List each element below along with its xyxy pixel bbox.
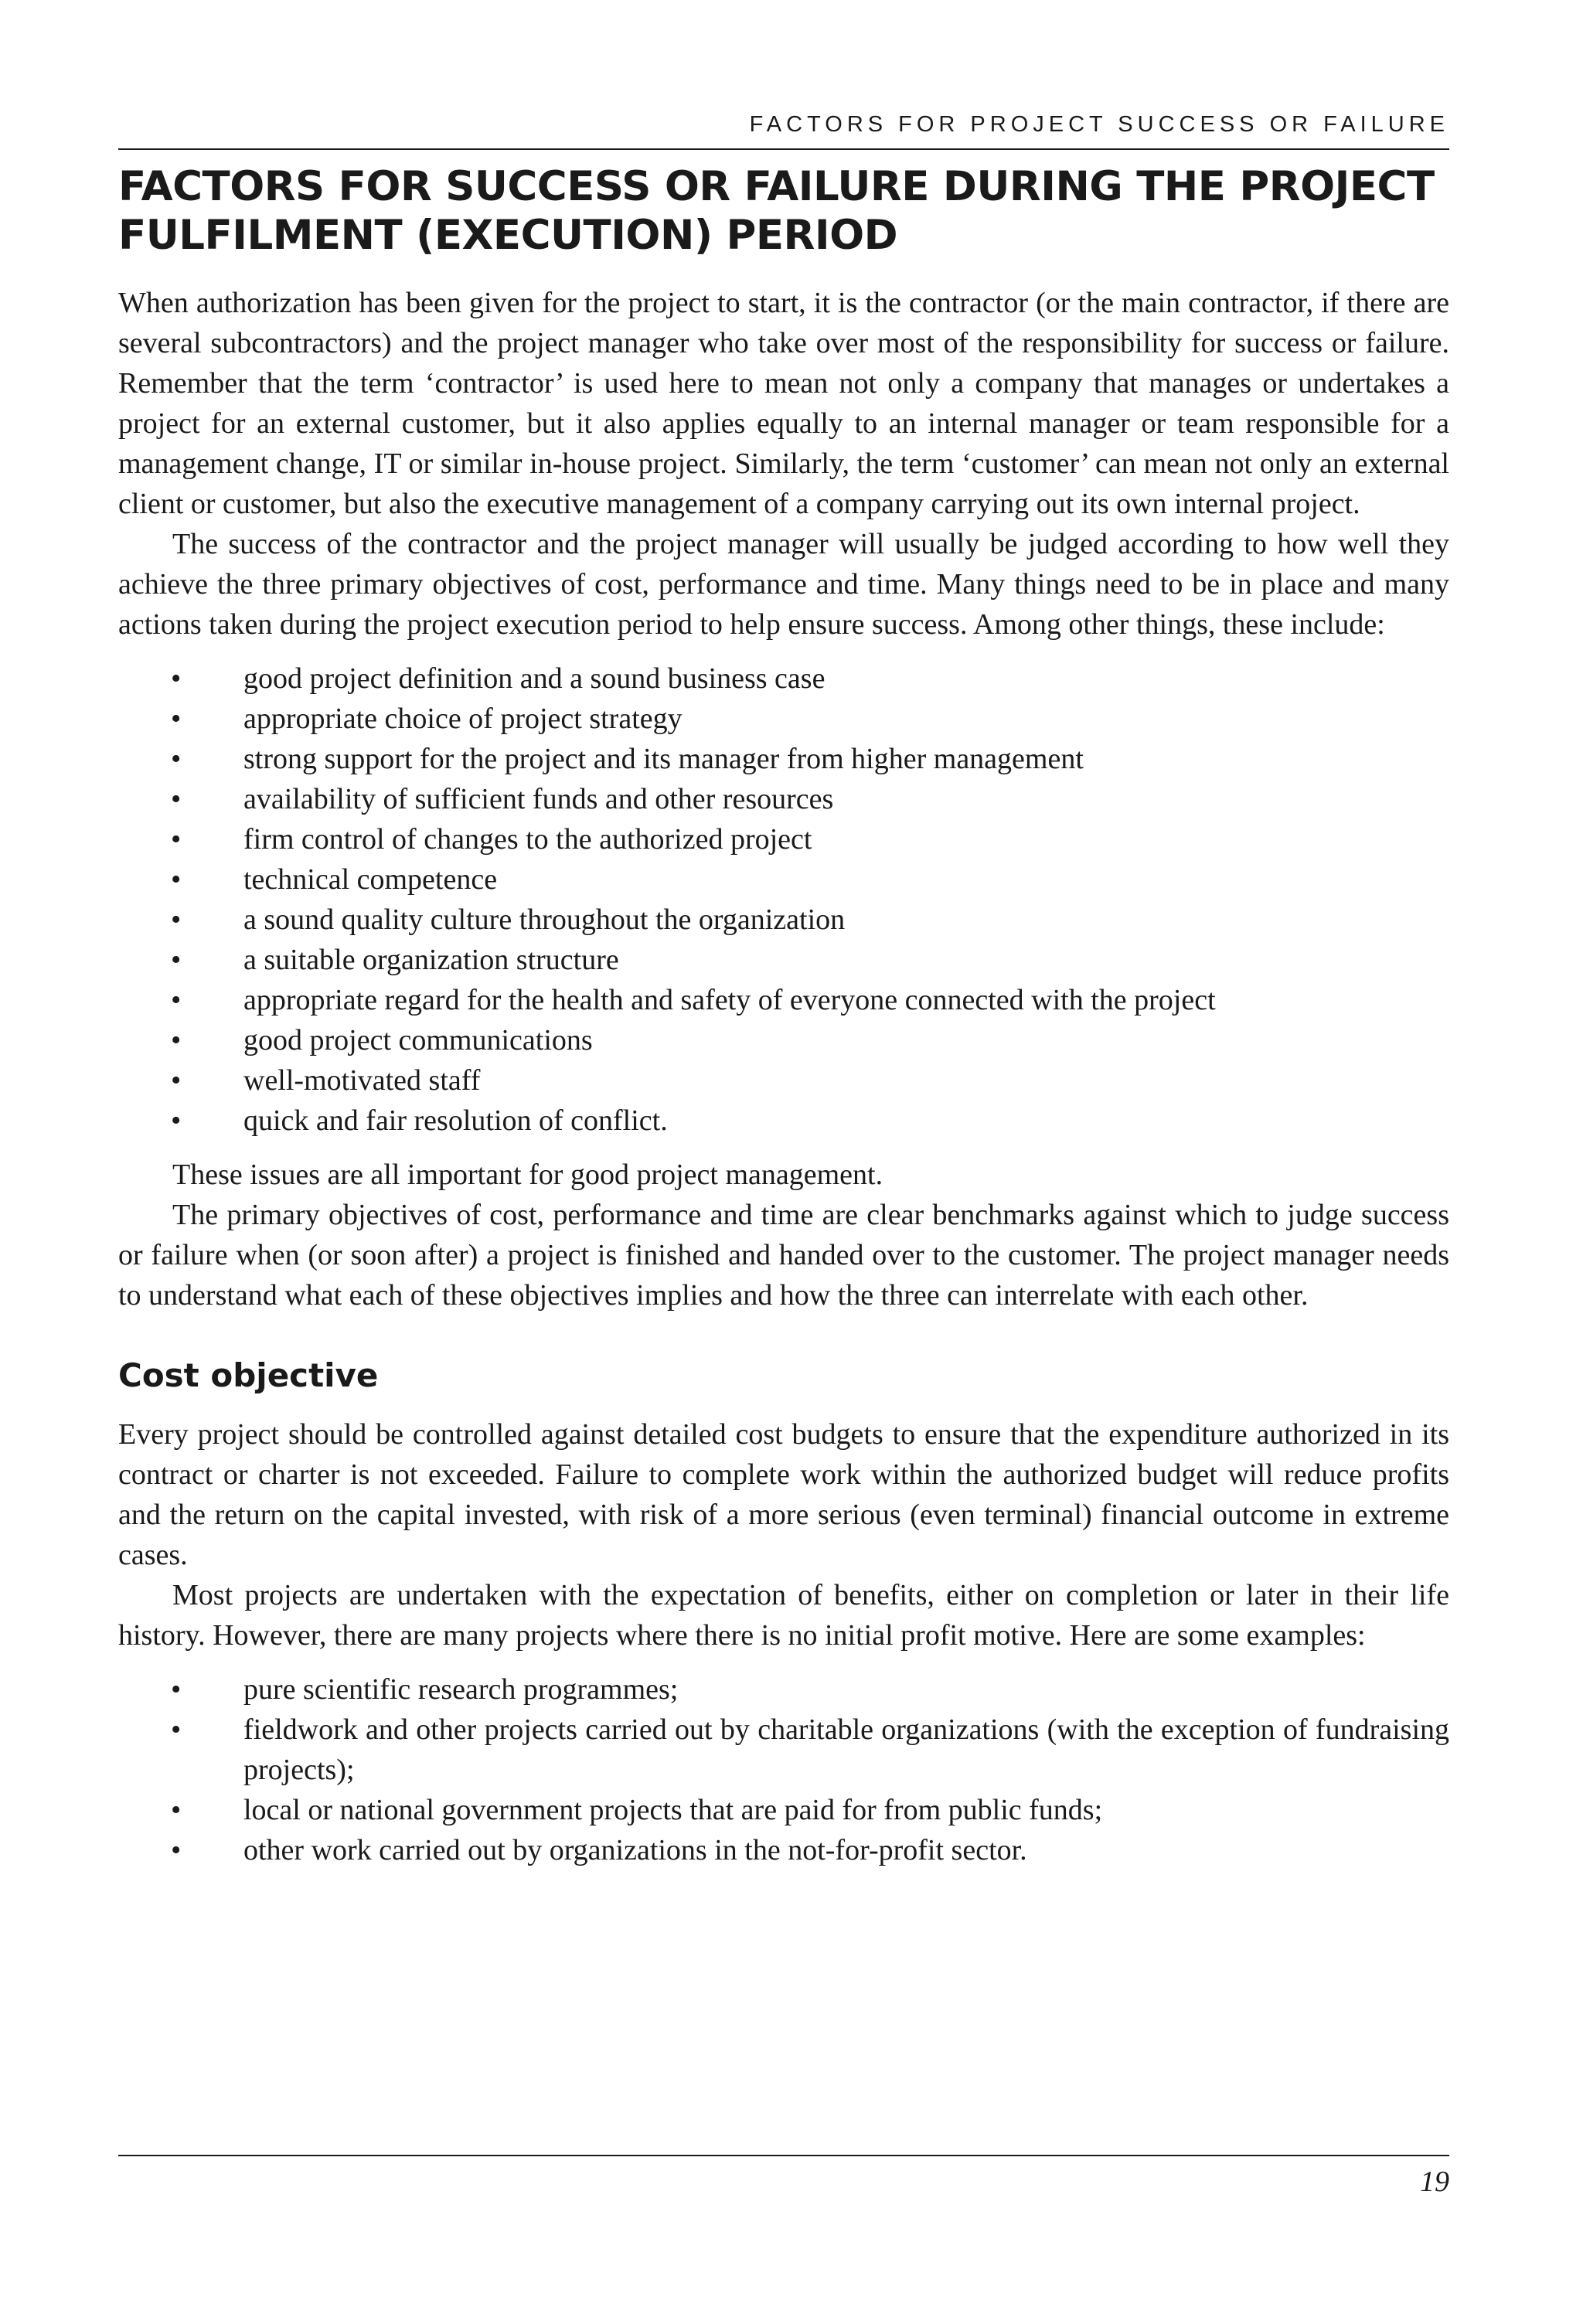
list-item [118, 859, 1449, 900]
bullet-glyph: • [171, 1834, 182, 1866]
list-item [118, 658, 1449, 699]
list-item [118, 1830, 1449, 1870]
section-heading-line-2: FULFILMENT (EXECUTION) PERIOD [118, 212, 898, 259]
list-item-text: local or national government projects that are paid for from public funds; [243, 1794, 1103, 1826]
paragraph-success-judged: The success of the contractor and the project manager will usually be judged according to how well they achieve the three primary objectives of cost, performance and time. Many things need to be in place and many actions taken during the project execution period to help ensure success. Among other things, these include: [118, 528, 1449, 641]
list-item [118, 980, 1449, 1020]
book-page [118, 0, 1449, 2324]
list-item [118, 940, 1449, 980]
page-number: 19 [1420, 2166, 1449, 2198]
list-item-text: appropriate choice of project strategy [243, 703, 683, 735]
list-item-text: strong support for the project and its manager from higher management [243, 743, 1084, 775]
success-factors-list [118, 658, 1449, 1141]
list-item-text: fieldwork and other projects carried out by charitable organizations (with the exception of fundraising projects); [243, 1713, 1449, 1786]
list-item-text: good project communications [243, 1024, 593, 1057]
bullet-glyph: • [171, 1673, 182, 1706]
page-content [118, 162, 1449, 1884]
bullet-glyph: • [171, 1713, 182, 1746]
list-item-text: good project definition and a sound business case [243, 662, 826, 695]
list-item [118, 1710, 1449, 1790]
list-item [118, 1060, 1449, 1101]
paragraph-issues-important: These issues are all important for good project management. [172, 1159, 883, 1191]
list-item-text: a sound quality culture throughout the organization [243, 903, 846, 936]
bullet-glyph: • [171, 1794, 182, 1826]
bullet-glyph: • [171, 743, 182, 775]
paragraph-authorization: When authorization has been given for the project to start, it is the contractor (or the main contractor, if there are several subcontractors) and the project manager who take over most of the responsibility for success or failure. Remember that the term ‘contractor’ is used here to mean not only a company that manages or undertakes a project for an external customer, but it also applies equally to an internal manager or team responsible for a management change, IT or similar in-house project. Similarly, the term ‘customer’ can mean not only an external client or customer, but also the executive management of a company carrying out its own internal project. [118, 287, 1449, 520]
header-rule [118, 148, 1449, 150]
bullet-glyph: • [171, 863, 182, 896]
list-item-text: availability of sufficient funds and other resources [243, 783, 834, 815]
list-item-text: a suitable organization structure [243, 944, 619, 976]
list-item [118, 779, 1449, 819]
list-item [118, 900, 1449, 940]
bullet-glyph: • [171, 903, 182, 936]
list-item [118, 1669, 1449, 1710]
bullet-glyph: • [171, 984, 182, 1016]
list-item [118, 739, 1449, 779]
bullet-glyph: • [171, 662, 182, 695]
list-item [118, 699, 1449, 739]
list-item-text: firm control of changes to the authorized project [243, 823, 812, 856]
bullet-glyph: • [171, 1104, 182, 1137]
list-item-text: quick and fair resolution of conflict. [243, 1104, 668, 1137]
list-item [118, 1790, 1449, 1830]
bullet-glyph: • [171, 1024, 182, 1057]
list-item [118, 1020, 1449, 1060]
section-heading-line-1: FACTORS FOR SUCCESS OR FAILURE DURING THE PROJECT [118, 163, 1435, 210]
list-item-text: pure scientific research programmes; [243, 1673, 679, 1706]
bullet-glyph: • [171, 823, 182, 856]
bullet-glyph: • [171, 944, 182, 976]
list-item-text: appropriate regard for the health and safety of everyone connected with the project [243, 984, 1216, 1016]
paragraph-cost-budgets: Every project should be controlled against detailed cost budgets to ensure that the expenditure authorized in its contract or charter is not exceeded. Failure to complete work within the authorized budget will reduce profits and the return on the capital invested, with risk of a more serious (even terminal) financial outcome in extreme cases. [118, 1418, 1449, 1571]
running-head: FACTORS FOR PROJECT SUCCESS OR FAILURE [749, 112, 1449, 137]
subsection-heading-cost-objective: Cost objective [118, 1356, 379, 1394]
list-item-text: technical competence [243, 863, 498, 896]
bullet-glyph: • [171, 703, 182, 735]
section-heading [118, 162, 1449, 260]
list-item-text: other work carried out by organizations in the not-for-profit sector. [243, 1834, 1027, 1866]
list-item [118, 1101, 1449, 1141]
non-profit-examples-list [118, 1669, 1449, 1870]
paragraph-primary-objectives: The primary objectives of cost, performance and time are clear benchmarks against which to judge success or failure when (or soon after) a project is finished and handed over to the customer. The project manager needs to understand what each of these objectives implies and how the three can interrelate with each other. [118, 1199, 1449, 1312]
bullet-glyph: • [171, 1064, 182, 1097]
paragraph-expectation-of-benefits: Most projects are undertaken with the expectation of benefits, either on completion or later in their life history. However, there are many projects where there is no initial profit motive. Here are some examples: [118, 1579, 1449, 1652]
footer-rule [118, 2155, 1449, 2156]
bullet-glyph: • [171, 783, 182, 815]
list-item-text: well-motivated staff [243, 1064, 481, 1097]
list-item [118, 819, 1449, 859]
